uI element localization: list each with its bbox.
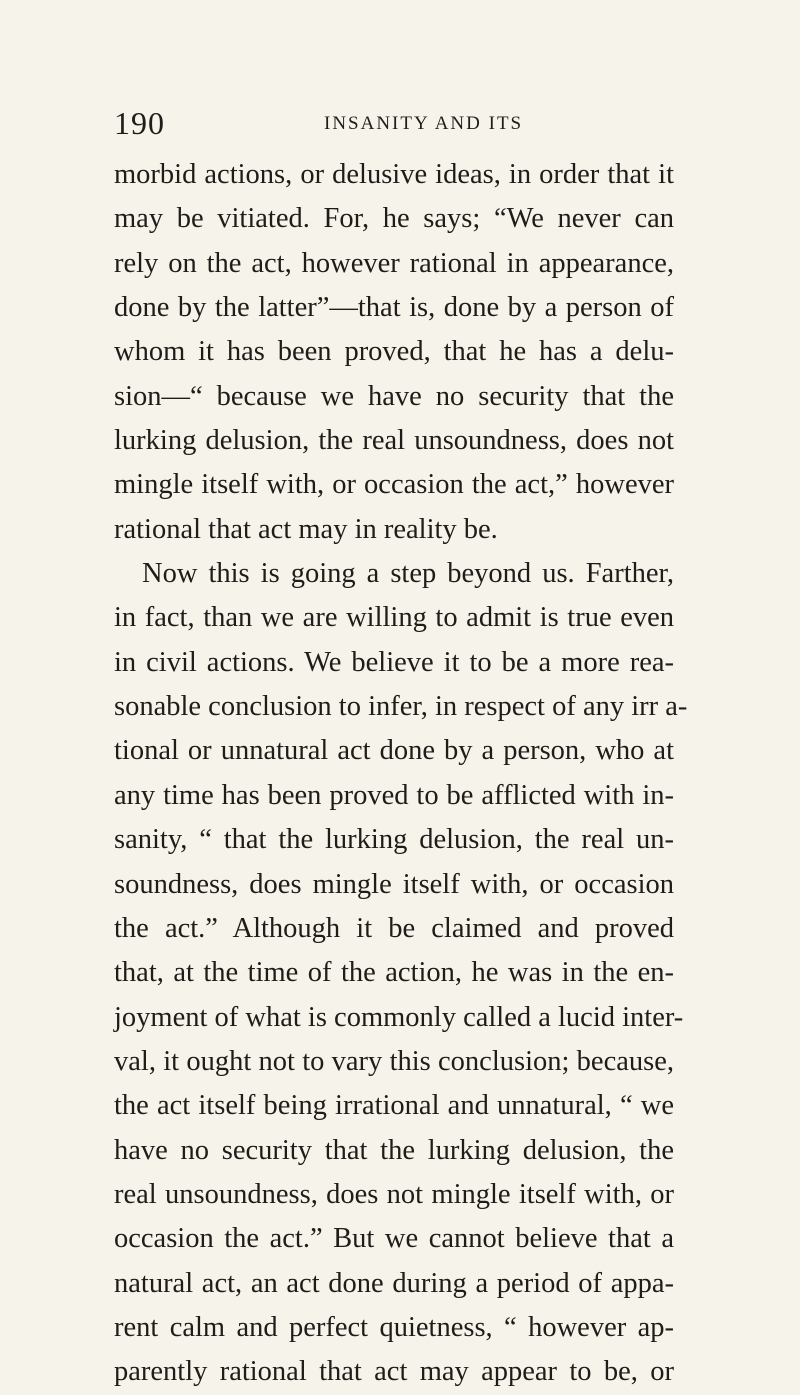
text-line: parently rational that act may appear to be, or <box>114 1356 674 1388</box>
text-line: rely on the act, however rational in appearance, <box>114 247 674 279</box>
text-line: tional or unnatural act done by a person, who at <box>114 735 674 767</box>
page-header <box>114 103 674 143</box>
text-line: have no security that the lurking delusion, the <box>114 1134 674 1166</box>
text-line: sonable conclusion to infer, in respect of any irr a- <box>114 691 688 723</box>
text-line: joyment of what is commonly called a lucid inter- <box>114 1001 684 1033</box>
text-line: lurking delusion, the real unsoundness, does not <box>114 425 674 457</box>
text-line: the act itself being irrational and unnatural, “ we <box>114 1090 674 1122</box>
body-text <box>114 153 688 1395</box>
text-line: rent calm and perfect quietness, “ however ap- <box>114 1311 674 1343</box>
text-line: val, it ought not to vary this conclusion; because, <box>114 1045 674 1077</box>
text-line: sanity, “ that the lurking delusion, the real un- <box>114 824 674 856</box>
text-line: that, at the time of the action, he was in the en- <box>114 957 674 989</box>
text-line: whom it has been proved, that he has a delu- <box>114 336 674 368</box>
text-line: may be vitiated. For, he says; “We never can <box>114 203 674 235</box>
text-line: in civil actions. We believe it to be a more rea- <box>114 646 674 678</box>
text-line: the act.” Although it be claimed and proved <box>114 912 674 944</box>
text-line: sion—“ because we have no security that the <box>114 380 674 412</box>
text-line: mingle itself with, or occasion the act,” however <box>114 469 674 501</box>
text-line: real unsoundness, does not mingle itself with, or <box>114 1178 674 1210</box>
text-line: any time has been proved to be afflicted with in- <box>114 779 674 811</box>
text-line: Now this is going a step beyond us. Farther, <box>142 558 674 590</box>
text-line: rational that act may in reality be. <box>114 513 498 545</box>
text-line: morbid actions, or delusive ideas, in order that it <box>114 159 674 190</box>
text-line: done by the latter”—that is, done by a person of <box>114 292 674 324</box>
running-head: INSANITY AND ITS <box>324 113 524 134</box>
page-number: 190 <box>114 105 165 141</box>
text-line: natural act, an act done during a period of appa- <box>114 1267 674 1299</box>
text-line: soundness, does mingle itself with, or occasion <box>114 868 674 900</box>
text-line: occasion the act.” But we cannot believe that a <box>114 1223 674 1255</box>
text-line: in fact, than we are willing to admit is true even <box>114 602 674 634</box>
